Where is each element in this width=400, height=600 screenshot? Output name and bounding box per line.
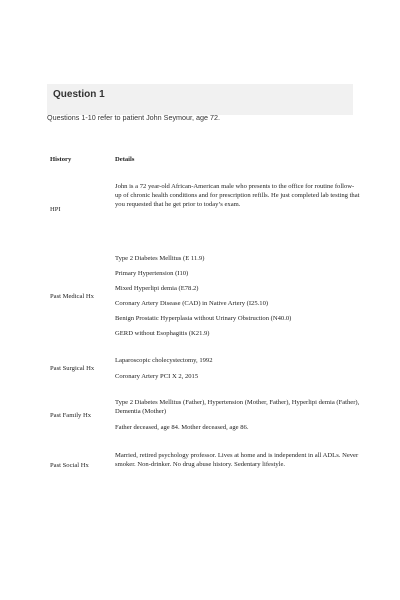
past-medical-item: Type 2 Diabetes Mellitus (E 11.9) — [115, 255, 205, 262]
row-label-past-family: Past Family Hx — [50, 412, 92, 419]
past-family-note: Father deceased, age 84. Mother deceased, age 86. — [115, 424, 249, 431]
column-header-history: History — [50, 156, 72, 163]
question-header — [47, 84, 353, 115]
past-medical-item: Benign Prostatic Hyperplasia without Urinary Obstruction (N40.0) — [115, 315, 292, 322]
question-intro: Questions 1-10 refer to patient John Seymour, age 72. — [47, 113, 221, 122]
hpi-details: John is a 72 year-old African-American male who presents to the office for routine follow-up of chronic health conditions and for prescription refills. He just completed lab testing that you requested that he get prior to today’s exam. — [115, 183, 360, 209]
past-surgical-item: Laparoscopic cholecystectomy, 1992 — [115, 357, 213, 364]
past-medical-item: Coronary Artery Disease (CAD) in Native Artery (I25.10) — [115, 300, 269, 307]
past-social-details: Married, retired psychology professor. Lives at home and is independent in all ADLs. Never smoker. Non-drinker. No drug abuse history. Sedentary lifestyle. — [115, 452, 359, 469]
row-label-past-social: Past Social Hx — [50, 462, 89, 469]
row-label-hpi: HPI — [50, 206, 61, 213]
column-header-details: Details — [115, 156, 135, 163]
row-label-past-medical: Past Medical Hx — [50, 293, 94, 300]
past-medical-item: Mixed Hyperlipi demia (E78.2) — [115, 285, 199, 292]
past-surgical-item: Coronary Artery PCI X 2, 2015 — [115, 373, 199, 380]
row-label-past-surgical: Past Surgical Hx — [50, 365, 95, 372]
past-medical-item: Primary Hypertension (I10) — [115, 270, 189, 277]
question-title: Question 1 — [53, 89, 105, 100]
past-family-details: Type 2 Diabetes Mellitus (Father), Hypertension (Mother, Father), Hyperlipi demia (Father), Dementia (Mother) — [115, 399, 360, 416]
past-medical-item: GERD without Esophagitis (K21.9) — [115, 330, 210, 337]
